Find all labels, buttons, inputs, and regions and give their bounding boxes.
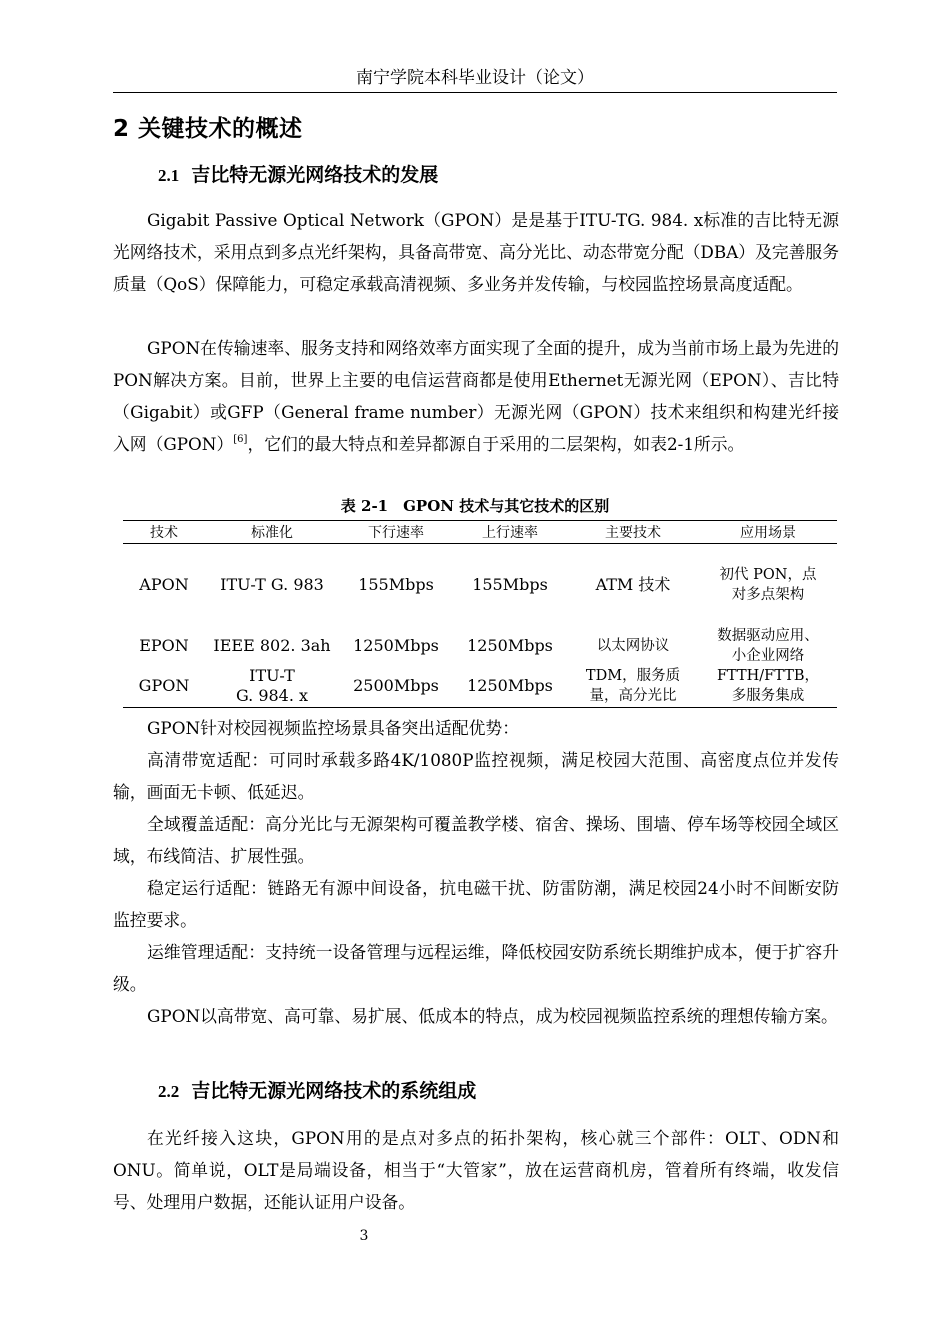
- section-heading-2-2: [158, 1076, 476, 1107]
- table-header-row: [123, 521, 837, 544]
- cell-main-tech: 以太网协议: [596, 637, 670, 654]
- cell-tech: APON: [139, 574, 189, 594]
- paragraph-conclusion: GPON以高带宽、高可靠、易扩展、低成本的特点，成为校园视频监控系统的理想传输方案。: [147, 1006, 838, 1026]
- table-row: [123, 666, 837, 708]
- paragraph-system-components: 在光纤接入这块，GPON用的是点对多点的拓扑架构，核心就三个部件：OLT、ODN和ONU。简单说，OLT是局端设备，相当于“大管家”，放在运营商机房，管着所有终端，收发信号、处理用户数据，还能认证用户设备。: [113, 1128, 839, 1212]
- cell-line: 小企业网络: [731, 647, 805, 664]
- table-row: [123, 544, 837, 626]
- cell-line: 量，高分光比: [589, 688, 677, 705]
- header-rule: [113, 92, 837, 93]
- cell-application: [699, 626, 837, 666]
- paragraph-stability: 稳定运行适配：链路无有源中间设备，抗电磁干扰、防雷防潮，满足校园24小时不间断安防监控要求。: [113, 878, 839, 930]
- paragraph-text-cont: ，它们的最大特点和差异都源自于采用的二层架构，如表2-1所示。: [247, 434, 745, 454]
- cell-main-tech: [567, 544, 699, 626]
- cell-tech: GPON: [138, 676, 190, 696]
- cell-main-tech: [567, 666, 699, 708]
- cell-standard: [205, 666, 339, 708]
- cell-upstream: 1250Mbps: [467, 676, 553, 696]
- cell-line: ITU-T: [249, 666, 295, 686]
- cell-line: FTTH/FTTB，: [716, 668, 820, 685]
- comparison-table: [123, 520, 837, 708]
- table-row: [123, 626, 837, 666]
- cell-downstream: 155Mbps: [358, 574, 434, 594]
- header-tech: 技术: [123, 521, 205, 544]
- citation-ref: [6]: [233, 434, 248, 445]
- table-caption: 表 2-1 GPON 技术与其它技术的区别: [340, 497, 610, 515]
- running-header: 南宁学院本科毕业设计（论文）: [356, 68, 594, 88]
- paragraph-gpon-comparison: [113, 332, 839, 460]
- paragraph-bandwidth: 高清带宽适配：可同时承载多路4K/1080P监控视频，满足校园大范围、高密度点位并发传输，画面无卡顿、低延迟。: [113, 750, 839, 802]
- paragraph-coverage: 全域覆盖适配：高分光比与无源架构可覆盖教学楼、宿舍、操场、围墙、停车场等校园全域区域，布线简洁、扩展性强。: [113, 814, 839, 866]
- chapter-heading: 2 关键技术的概述: [113, 116, 303, 142]
- section-heading-2-1: [158, 160, 438, 191]
- cell-line: 多服务集成: [731, 688, 805, 705]
- paragraph-advantages-intro: GPON针对校园视频监控场景具备突出适配优势：: [147, 718, 519, 738]
- cell-line: 对多点架构: [731, 586, 805, 603]
- header-downstream: 下行速率: [339, 521, 453, 544]
- cell-line: 数据驱动应用、: [717, 627, 819, 644]
- cell-downstream: 1250Mbps: [353, 635, 439, 655]
- header-application: 应用场景: [699, 521, 837, 544]
- paragraph-gpon-definition: Gigabit Passive Optical Network（GPON）是是基于ITU-TG. 984. x标准的吉比特无源光网络技术，采用点到多点光纤架构，具备高带宽、高分光比、动态带宽分配（DBA）及完善服务质量（QoS）保障能力，可稳定承载高清视频、多业务并发传输，与校园监控场景高度适配。: [113, 210, 839, 294]
- cell-tech: EPON: [139, 635, 189, 655]
- section-title: 吉比特无源光网络技术的发展: [191, 164, 439, 186]
- cell-standard: ITU-T G. 983: [220, 574, 324, 594]
- header-upstream: 上行速率: [453, 521, 567, 544]
- cell-line: TDM，服务质: [585, 668, 681, 685]
- cell-application: [699, 666, 837, 708]
- paragraph-maintenance: 运维管理适配：支持统一设备管理与远程运维，降低校园安防系统长期维护成本，便于扩容升级。: [113, 942, 839, 994]
- page-number: 3: [359, 1228, 369, 1244]
- cell-main-tech-text: ATM 技术: [595, 574, 671, 594]
- cell-upstream: 1250Mbps: [467, 635, 553, 655]
- cell-line: 初代 PON，点: [719, 566, 817, 583]
- paragraph-text: GPON在传输速率、服务支持和网络效率方面实现了全面的提升，成为当前市场上最为先进的PON解决方案。目前，世界上主要的电信运营商都是使用Ethernet无源光网（EPON）、吉比特（Gigabit）或GFP（General frame number）无源光网（GPON）技术来组织和构建光纤接入网（GPON）: [113, 338, 839, 454]
- header-main-tech: 主要技术: [567, 521, 699, 544]
- cell-downstream: 2500Mbps: [353, 676, 439, 696]
- section-title: 吉比特无源光网络技术的系统组成: [191, 1080, 477, 1102]
- section-number: 2.2: [158, 1082, 180, 1101]
- cell-application: [699, 544, 837, 626]
- cell-standard: IEEE 802. 3ah: [213, 635, 331, 655]
- header-standard: 标准化: [205, 521, 339, 544]
- section-number: 2.1: [158, 166, 180, 185]
- cell-upstream: 155Mbps: [472, 574, 548, 594]
- cell-line: G. 984. x: [235, 686, 309, 706]
